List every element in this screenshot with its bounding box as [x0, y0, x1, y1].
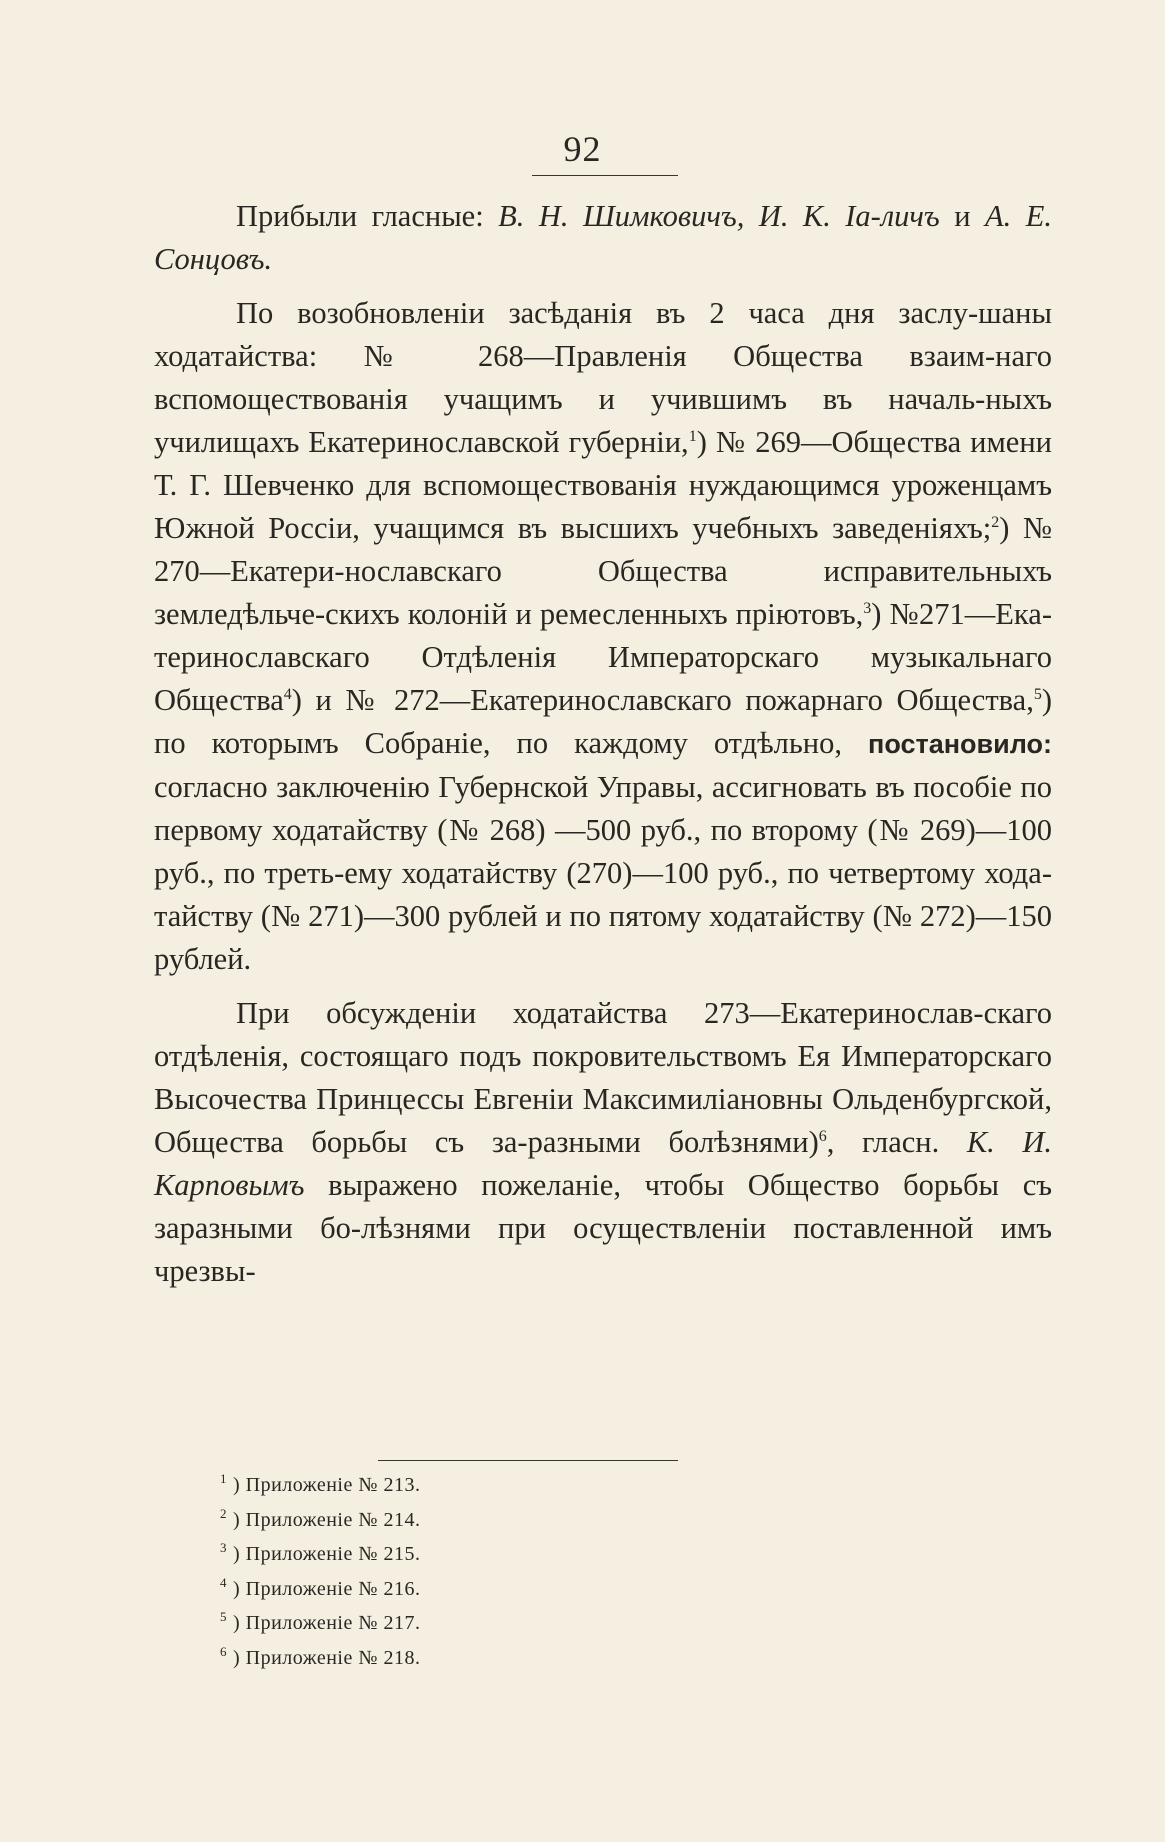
paragraph [154, 195, 1052, 281]
footnote-mark: 4 [220, 1574, 227, 1590]
paragraph [154, 292, 1052, 981]
person-names: К. И. Карповымъ [154, 1125, 1052, 1202]
footnote [220, 1503, 820, 1538]
text-segment: , гласн. [826, 1125, 967, 1159]
text-segment: ) № 269—Общества имени Т. Г. Шевченко для вспомоществованія нуждающимся уроженцамъ Южной Россіи, учащимся въ высшихъ учебныхъ заведеніяхъ; [154, 425, 1052, 545]
footnote-text: ) Приложеніе № 215. [233, 1543, 421, 1565]
resolution-keyword: постановило: [868, 729, 1052, 759]
footnote-text: ) Приложеніе № 218. [233, 1646, 421, 1669]
text-segment: и [939, 199, 986, 233]
footnote [220, 1537, 820, 1572]
page-number-underline [532, 175, 678, 176]
footnote [220, 1572, 820, 1607]
text-segment: Прибыли гласные: [236, 199, 499, 233]
body-text [154, 195, 1052, 1293]
footnote-ref: 1 [688, 427, 697, 445]
text-segment: ) и № 272—Екатеринославскаго пожарнаго Общества, [291, 683, 1034, 717]
footnote-text: ) Приложеніе № 214. [233, 1508, 421, 1531]
footnote-ref: 3 [863, 599, 872, 617]
footnote-ref: 2 [991, 513, 1000, 531]
paragraph [154, 992, 1052, 1293]
footnote-mark: 5 [220, 1609, 227, 1625]
page-number: 92 [563, 129, 602, 169]
text-segment: По возобновленіи засѣданія въ 2 часа дня заслу-шаны ходатайства: № 268—Правленія Общества взаим-наго вспомоществованія учащимъ и учившимъ въ началь-ныхъ училищахъ Екатеринославской губерніи, [154, 296, 1052, 459]
footnote-text: ) Приложеніе № 213. [233, 1474, 421, 1496]
text-segment: ) №271—Ека-теринославскаго Отдѣленія Императорскаго музыкальнаго Общества [154, 597, 1052, 717]
footnote-mark: 1 [220, 1471, 227, 1487]
footnote-text: ) Приложеніе № 216. [233, 1577, 421, 1600]
footnote-separator [378, 1460, 678, 1461]
footnote-text: ) Приложеніе № 217. [233, 1612, 421, 1634]
person-names: А. Е. Сонцовъ. [154, 199, 1053, 276]
footnote-mark: 3 [220, 1540, 227, 1556]
footnote-mark: 2 [220, 1505, 227, 1521]
text-segment: При обсужденіи ходатайства 273—Екатеринослав-скаго отдѣленія, состоящаго подъ покровительствомъ Ея Императорскаго Высочества Принцессы Евгеніи Максимиліановны Ольденбургской, Общества борьбы съ за-разными болѣзнями) [154, 996, 1052, 1159]
text-segment: ) по которымъ Собраніе, по каждому отдѣльно, [154, 683, 1052, 760]
text-segment: выражено пожеланіе, чтобы Общество борьбы съ заразными бо-лѣзнями при осуществленіи поставленной имъ чрезвы- [154, 1168, 1052, 1288]
footnote [220, 1468, 820, 1503]
footnote [220, 1606, 820, 1641]
footnote-ref: 4 [283, 685, 292, 703]
footnote-ref: 5 [1033, 685, 1042, 703]
person-names: В. Н. Шимковичъ, И. К. Iа-личъ [498, 199, 940, 233]
text-segment: согласно заключенію Губернской Управы, ассигновать въ пособіе по первому ходатайству (№ 268) —500 руб., по второму (№ 269)—100 руб., по треть-ему ходатайству (270)—100 руб., по четвертому хода-тайству (№ 271)—300 рублей и по пятому ходатайству (№ 272)—150 рублей. [154, 770, 1052, 976]
footnote [220, 1641, 820, 1676]
text-segment: ) № 270—Екатери-нославскаго Общества исправительныхъ земледѣльче-скихъ колоній и ремесленныхъ пріютовъ, [154, 511, 1052, 631]
footnote-ref: 6 [818, 1127, 827, 1145]
footnote-mark: 6 [220, 1643, 227, 1659]
footnotes [220, 1468, 820, 1675]
